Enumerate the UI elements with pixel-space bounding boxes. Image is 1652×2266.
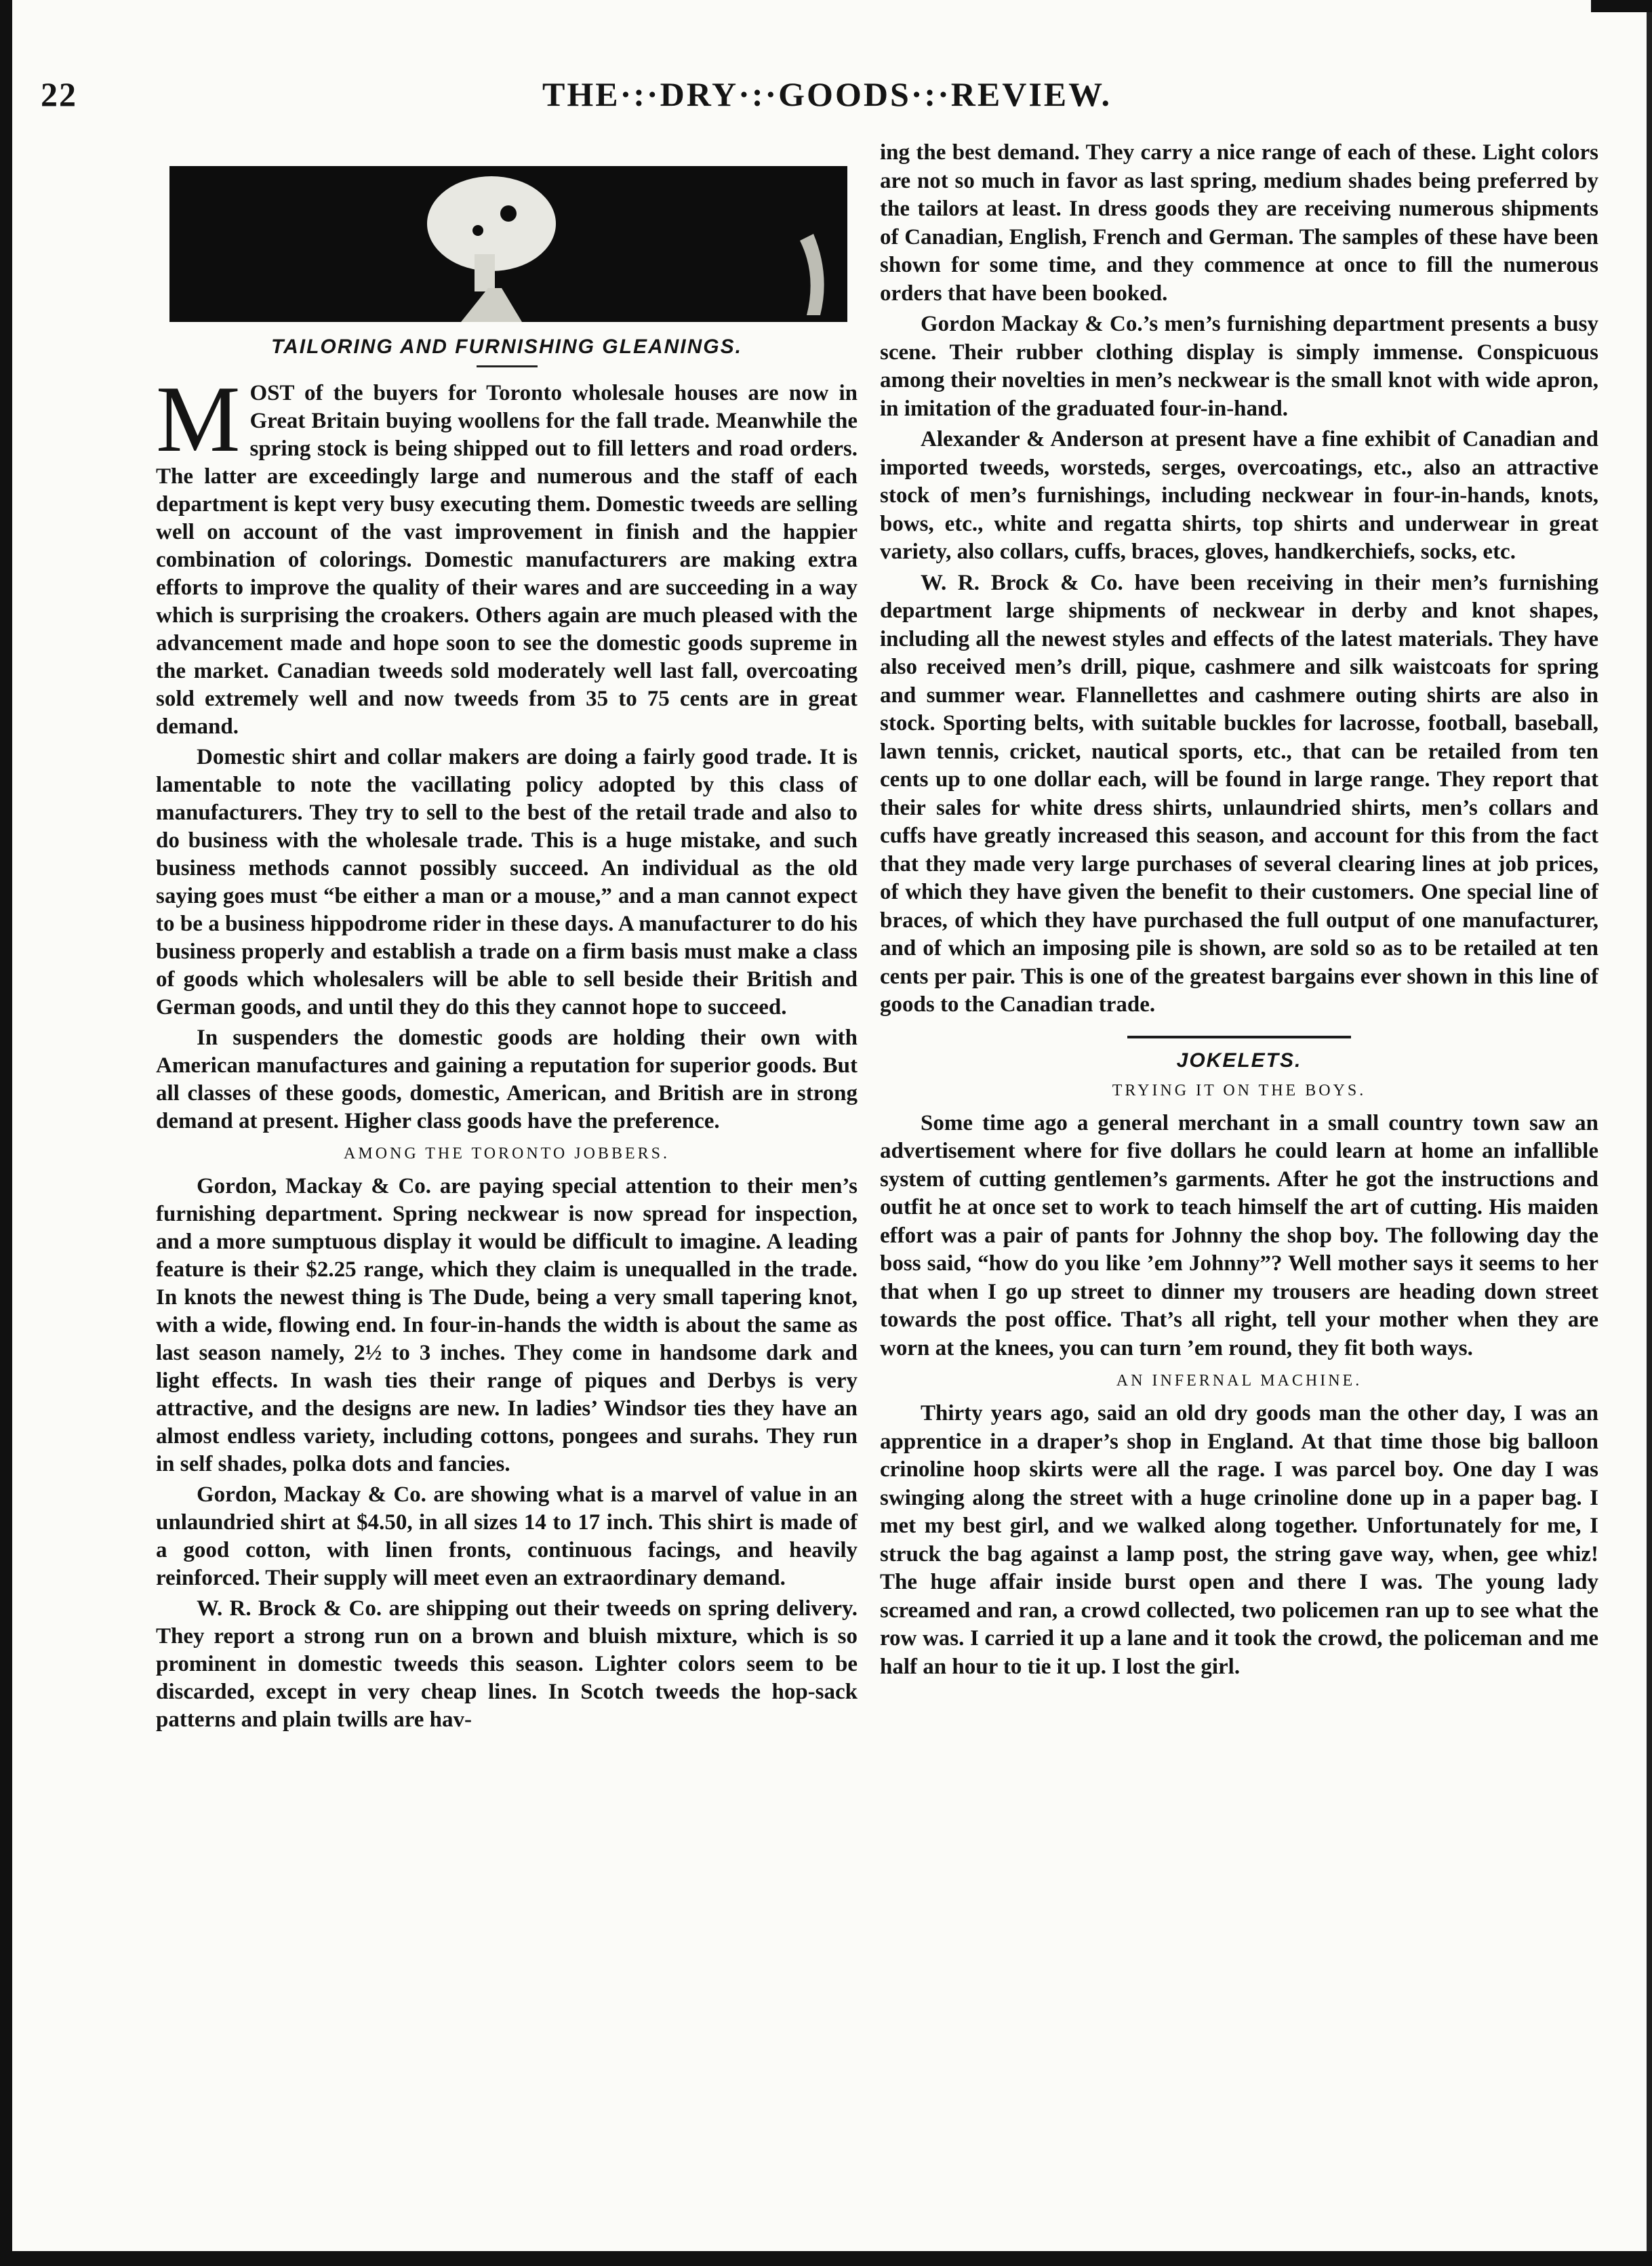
paragraph-alexander-anderson: Alexander & Anderson at present have a fine exhibit of Canadian and imported tweeds, worsteds, serges, overcoatings, etc., also an attractive stock of men’s furnishings, including neckwear in four-in-hands, knots, bows, etc., white and regatta shirts, top shirts and underwear in great variety, also collars, cuffs, braces, gloves, handkerchiefs, socks, etc.	[880, 427, 1598, 564]
masthead: THE·:·DRY·:·GOODS·:·REVIEW.	[542, 75, 1112, 113]
paragraph-neckwear: Gordon, Mackay & Co. are paying special attention to their men’s furnishing department. Spring neckwear is now spread for inspection, and a more sumptuous display it would be difficult to imagine. A leading feature is their $2.25 range, which they claim is unequalled in the trade. In knots the newest thing is The Dude, being a very small tapering knot, with a wide, flowing end. In four-in-hands the width is about the same as last season namely, 2½ to 3 inches. They come in handsome dark and light effects. In wash ties their range of piques and Derbys is very attractive, and the designs are new. In ladies’ Windsor ties they have an almost endless variety, including cottons, pongees and surahs. They run in self shades, polka dots and fancies.	[156, 1174, 858, 1476]
page-number: 22	[41, 75, 77, 113]
scan-edge-bottom	[0, 2251, 1652, 2266]
paragraph-mackay-furnishing: Gordon Mackay & Co.’s men’s furnishing department presents a busy scene. Their rubber clothing display is simply immense. Conspicuous among their novelties in men’s neckwear is the small knot with wide apron, in imitation of the graduated four-in-hand.	[880, 312, 1598, 421]
section-divider	[1127, 1036, 1351, 1038]
paragraph-suspenders: In suspenders the domestic goods are holding their own with American manufactures and gaining a reputation for superior goods. But all classes of these goods, domestic, American, and British are in strong demand at present. Higher class goods have the preference.	[156, 1026, 858, 1133]
paragraph-unlaundried-shirt: Gordon, Mackay & Co. are showing what is a marvel of value in an unlaundried shirt at $4.50, in all sizes 14 to 17 inch. This shirt is made of a good cotton, with linen fronts, continuous facings, and heavily reinforced. Their supply will meet even an extraordinary demand.	[156, 1482, 858, 1590]
paragraph-intro-text: OST of the buyers for Toronto wholesale houses are now in Great Britain buying woollens for the fall trade. Meanwhile the spring stock is being shipped out to fill letters and road orders. The latter are exceedingly large and numerous and the staff of each department is kept very busy executing them. Domestic tweeds are selling well on account of the vast improvement in finish and the happier combination of colorings. Domestic manufacturers are making extra efforts to improve the quality of their wares and are succeeding in a way which is surprising the croakers. Others again are much pleased with the advancement made and hope soon to see the domestic goods supreme in the market. Canadian tweeds sold moderately well last fall, overcoating sold extremely well and now tweeds from 35 to 75 cents are in great demand.	[156, 381, 858, 739]
scan-edge-right	[1647, 0, 1652, 2266]
paragraph-brock-neckwear: W. R. Brock & Co. have been receiving in their men’s furnishing department large shipments of neckwear in derby and knot shapes, including all the newest styles and effects of the latest materials. They have also received men’s drill, pique, cashmere and silk waistcoats for spring and summer wear. Flannellettes and cashmere outing shirts are also in stock. Sporting belts, with suitable buckles for lacrosse, football, baseball, lawn tennis, cricket, nautical sports, etc., that can be retailed from ten cents up to one dollar each, will be found in large range. They report that their sales for white dress shirts, unlaundried shirts, men’s collars and cuffs have greatly increased this season, and account for this from the fact that they made very large purchases of several clearing lines at job prices, of which they have given the benefit to their customers. One special line of braces, of which they have purchased the full output of one manufacturer, and of which an imposing pile is shown, are sold so as to be retailed at ten cents per pair. This is one of the greatest bargains ever shown in this line of goods to the Canadian trade.	[880, 570, 1598, 1017]
paragraph-crinoline-story: Thirty years ago, said an old dry goods man the other day, I was an apprentice in a draper’s shop in England. At that time those big balloon crinoline hoop skirts were all the rage. I was parcel boy. One day I was swinging along the street with a huge crinoline done up in a paper bag. I met my best girl, and we walked along together. Unfortunately for me, I struck the bag against a lamp post, the string gave way, when, gee whiz! The huge affair inside burst open and there I was. The young lady screamed and ran, a crowd collected, two policemen ran up to see what the row was. I carried it up a lane and it took the crowd, the policeman and me half an hour to tie it up. I lost the girl.	[880, 1401, 1598, 1679]
heading-rule	[477, 365, 538, 367]
subheading-trying-it-on: TRYING IT ON THE BOYS.	[1112, 1081, 1367, 1099]
right-column	[880, 139, 1598, 1684]
section-heading-jokelets: JOKELETS.	[1176, 1049, 1302, 1072]
left-column	[156, 166, 858, 1737]
drop-cap: M	[156, 367, 241, 472]
paragraph-cutting-story: Some time ago a general merchant in a small country town saw an advertisement where for five dollars he could learn at home an infallible system of cutting gentlemen’s garments. After he got the instructions and outfit he at once set to work to teach himself the art of cutting. His maiden effort was a pair of pants for Johnny the shop boy. The following day the boss said, “how do you like ’em Johnny”? Well mother says it seems to her that when I go up street to dinner my trousers are heading down street towards the post office. That’s all right, tell your mother when they are worn at the knees, you can turn ’em round, they fit both ways.	[880, 1110, 1598, 1360]
banner-illustration	[169, 166, 847, 322]
paragraph-brock-tweeds: W. R. Brock & Co. are shipping out their tweeds on spring delivery. They report a strong run on a brown and bluish mixture, which is so prominent in domestic tweeds this season. Lighter colors seem to be discarded, except in very cheap lines. In Scotch tweeds the hop-sack patterns and plain twills are hav-	[156, 1596, 858, 1732]
paragraph-demand-continued: ing the best demand. They carry a nice range of each of these. Light colors are not so much in favor as last spring, medium shades being preferred by the tailors at least. In dress goods they are receiving numerous shipments of Canadian, English, French and German. The samples of these have been shown for some time, and they commence at once to fill the numerous orders that have been booked.	[880, 140, 1598, 306]
subheading-infernal-machine: AN INFERNAL MACHINE.	[1116, 1372, 1363, 1390]
paragraph-intro	[156, 367, 858, 741]
paragraph-shirt-makers: Domestic shirt and collar makers are doing a fairly good trade. It is lamentable to note the vacillating policy adopted by this class of manufacturers. They try to sell to the best of the retail trade and also to do business with the wholesale trade. This is a huge mistake, and such business methods cannot possibly succeed. An individual as the old saying goes must “be either a man or a mouse,” and a man cannot expect to be a business hippodrome rider in these days. A manufacturer to do his business properly and establish a trade on a firm basis must make a class of goods which wholesalers will be able to sell beside their British and German goods, and until they do this they cannot hope to succeed.	[156, 745, 858, 1019]
subheading-toronto-jobbers: AMONG THE TORONTO JOBBERS.	[344, 1145, 670, 1162]
scan-edge-top-right	[1591, 0, 1652, 12]
section-heading-tailoring: TAILORING AND FURNISHING GLEANINGS.	[271, 336, 742, 358]
scan-edge-left	[0, 0, 12, 2266]
